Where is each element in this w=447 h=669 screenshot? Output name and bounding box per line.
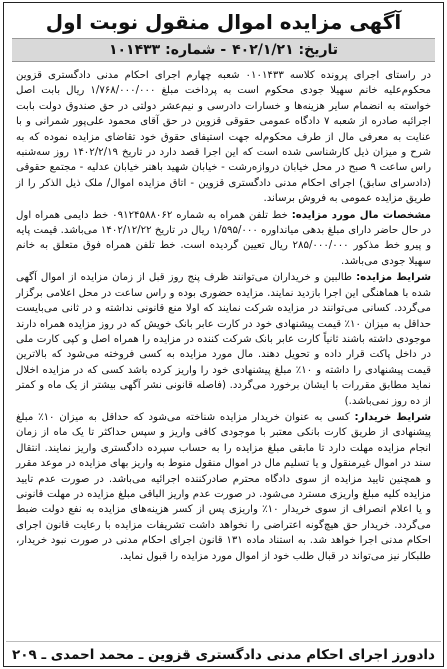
notice-date: تاریخ: ۴۰۲/۱/۲۱ — [232, 42, 339, 58]
notice-number: - شماره: ۱۰۱۴۳۳ — [108, 42, 227, 58]
notice-meta-bar — [12, 38, 435, 62]
specs-text: خط تلفن همراه به شماره ۰۹۱۲۴۵۸۸۰۶۲ خط دایمی همراه اول در حال حاضر دارای مبلغ بدهی میانداوره ۱/۵۹۵/۰۰۰ ریال در تاریخ ۱۴۰۲/۱۲/۲۲ می‌باشد. قیمت پایه و پیرو خط مذکور ۲۸۵/۰۰۰/۰۰۰ ریال تعیین گردیده است. خط تلفن همراه فوق متعلق به خانم سهیلا جودی می‌باشد. — [16, 209, 431, 267]
buyer-label: شرایط خریدار: — [354, 411, 431, 423]
notice-title: آگهی مزایده اموال منقول نوبت اول — [45, 10, 402, 34]
specs-label: مشخصات مال مورد مزایده: — [291, 209, 431, 221]
buyer-paragraph — [16, 410, 431, 564]
notice-body — [6, 68, 441, 564]
signature-footer: دادورز اجرای احکام مدنی دادگستری قزوین ـ محمد احمدی ـ ۲۰۹ — [6, 641, 441, 663]
specs-paragraph — [16, 208, 431, 270]
conditions-text: طالبین و خریداران می‌توانند ظرف پنج روز قبل از زمان مزایده از اموال آگهی شده با هماهنگی این اجرا بازدید نمایند. مزایده حضوری بوده و راس ساعت در محل اعلامی برگزار می‌گردد. کسانی می‌توانند در مزایده شرکت نمایند که اولا منع قانونی نداشته و در ثانی می‌بایست حداقل به میزان ۱۰٪ قیمت پیشنهادی خود در کارت عابر بانک خویش که در روز مزایده همراه دارند موجودی داشته باشند ثانیاً کارت عابر بانک شرکت کننده در مزایده را همراه اصل و کپی کارت ملی در داخل پاکت قرار داده و تحویل دهند. مال مورد مزایده به کسی فروخته می‌شود که بالاترین قیمت پیشنهادی را داشته و ۱۰٪ مبلغ پیشنهادی خود را واریز کرده باشد کسی که در مزایده اخلال نماید مطابق مقررات با ایشان برخورد می‌گردد. (فاصله قانونی نشر آگهی بیشتر از یک ماه و کمتر از ده روز نمی‌باشد.) — [16, 272, 431, 407]
intro-paragraph: در راستای اجرای پرونده کلاسه ۰۱۰۱۴۳۳ شعبه چهارم اجرای احکام مدنی دادگستری قزوین محکوم‌علیه خانم سهیلا جودی محکوم است به پرداخت مبلغ ۱/۷۶۸/۰۰۰/۰۰۰ ریال بابت اصل خواسته به انضمام سایر هزینه‌ها و خسارات دادرسی و نیم‌عشر دولتی در حق صندوق دولت بابت اجرائیه صادره از شعبه ۷ دادگاه عمومی حقوقی قزوین در حق آقای محمود علی‌پور شمرانی و با عنایت به معرفی مال از طرف محکوم‌له جهت استیفای حقوق خود تقاضای مزایده نموده که به شرح و میزان ذیل کارشناسی شده است که این اجرا قصد دارد در تاریخ ۱۴۰۲/۲/۱۹ روز سه‌شنبه راس ساعت ۹ صبح در محل خیابان دروازه‌رشت - خیابان شهید باهنر خیابان عدلیه - مجتمع حقوقی (دادسرای سابق) اجرای احکام مدنی دادگستری قزوین - اتاق مزایده اموال/ ملک ذیل الذکر را از طریق مزایده عمومی به فروش برساند. — [16, 70, 432, 205]
conditions-label: شرایط مزایده: — [356, 272, 431, 284]
conditions-paragraph — [16, 270, 431, 409]
buyer-text: کسی به عنوان خریدار مزایده شناخته می‌شود که حداقل به میزان ۱۰٪ مبلغ پیشنهادی از طریق کارت بانکی معتبر با موجودی کافی واریز و سپس حداکثر تا یک ماه از زمان انجام مزایده مهلت دارد تا مابقی مبلغ مزایده را به حساب سپرده دادگستری واریز نمایند. انتقال سند در اموال غیرمنقول و یا تسلیم مال در اموال منقول منوط به واریز بهای مزایده در موعد مقرر و همچنین تایید مزایده از سوی دادگاه محترم صادرکننده اجرائیه می‌باشد. در صورت عدم تایید مزایده کلیه مبلغ واریزی مسترد می‌شود. در صورت عدم واریز الباقی مبلغ مزایده در مهلت قانونی و یا اعلام انصراف از سوی خریدار ۱۰٪ واریزی پس از کسر هزینه‌های مزایده به نفع دولت ضبط می‌گردد. خریدار حق هیچ‌گونه اعتراضی را نخواهد داشت تشریفات مزایده با رعایت قانون اجرای احکام مدنی اجرا خواهد شد. به استناد ماده ۱۳۱ قانون اجرای احکام مدنی در صورت نبود خریدار، طلبکار نیز می‌تواند در قبال طلب خود از اموال مورد مزایده را قبول نماید. — [16, 411, 431, 562]
